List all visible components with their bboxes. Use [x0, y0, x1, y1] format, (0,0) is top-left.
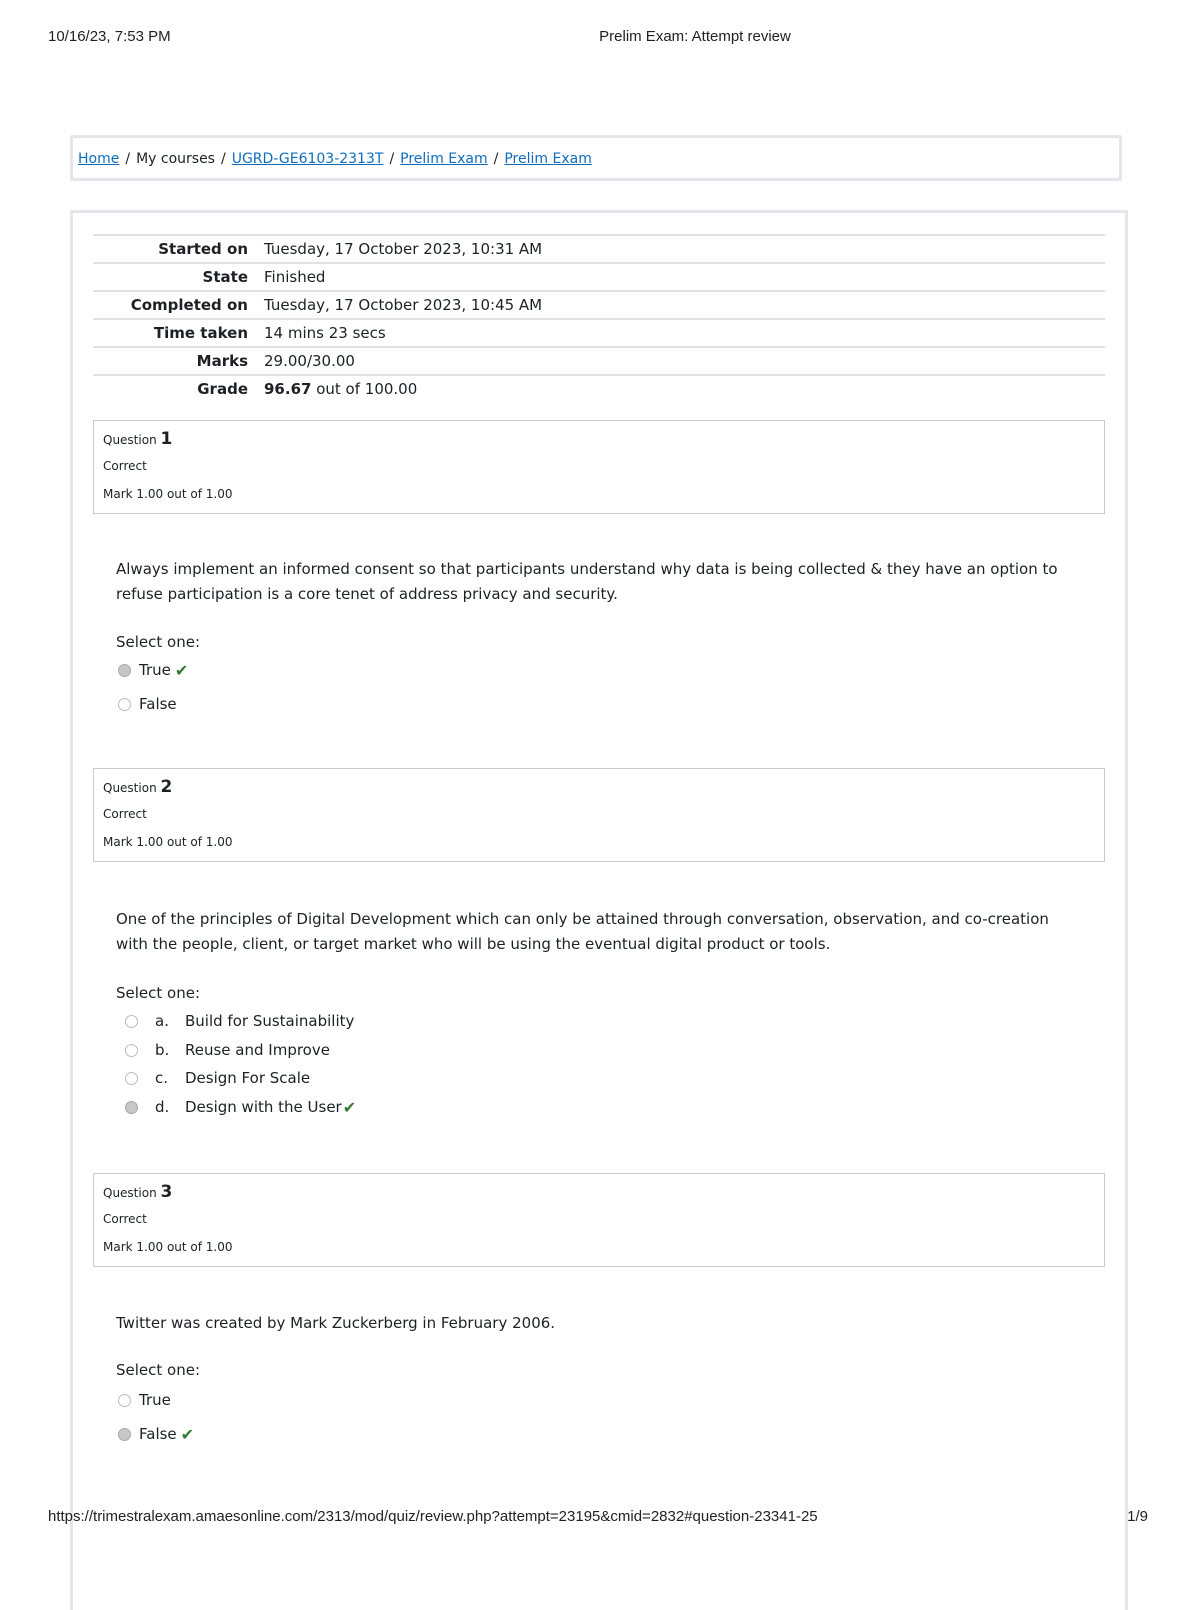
radio-button[interactable]: [125, 1101, 138, 1114]
answer-option-b[interactable]: [125, 1040, 330, 1060]
print-footer: [0, 1508, 1200, 1528]
breadcrumb: [78, 151, 592, 167]
answer-label: True: [139, 661, 171, 679]
summary-label: Time taken: [93, 319, 264, 347]
summary-row-time: [93, 319, 1105, 347]
summary-label: Started on: [93, 235, 264, 263]
summary-value: [264, 375, 1105, 402]
question-grade: Mark 1.00 out of 1.00: [103, 1240, 233, 1254]
select-one-label: Select one:: [116, 984, 201, 1002]
breadcrumb-my-courses: My courses: [136, 151, 215, 167]
question-text: Always implement an informed consent so that participants understand why data is being collected & they have an option to refuse participation is a core tenet of address privacy and security.: [116, 560, 1058, 603]
breadcrumb-course-link[interactable]: UGRD-GE6103-2313T: [231, 151, 384, 167]
check-icon: ✔: [342, 1097, 357, 1117]
question-number-value: 1: [160, 429, 173, 449]
print-page-number: 1/9: [1127, 1508, 1148, 1525]
breadcrumb-home-link[interactable]: Home: [78, 151, 120, 167]
radio-button[interactable]: [118, 1394, 131, 1407]
answer-letter: a.: [155, 1012, 169, 1030]
radio-button[interactable]: [118, 1428, 131, 1441]
question-info-2: [93, 768, 1105, 862]
answer-label: Build for Sustainability: [185, 1012, 355, 1030]
summary-value: Tuesday, 17 October 2023, 10:31 AM: [264, 235, 1105, 263]
summary-value: 14 mins 23 secs: [264, 319, 1105, 347]
answer-letter: c.: [155, 1069, 169, 1087]
radio-button[interactable]: [125, 1072, 138, 1085]
select-one-label: Select one:: [116, 633, 201, 651]
answer-label: Design For Scale: [185, 1069, 311, 1087]
radio-button[interactable]: [118, 664, 131, 677]
question-label: Question: [103, 433, 157, 447]
print-timestamp: 10/16/23, 7:53 PM: [48, 28, 171, 45]
summary-row-state: [93, 263, 1105, 291]
question-number: [103, 1182, 172, 1202]
select-one-label: Select one:: [116, 1361, 201, 1379]
breadcrumb-separator: /: [125, 151, 131, 167]
answer-option-a[interactable]: [125, 1011, 354, 1031]
question-number-value: 3: [160, 1182, 173, 1202]
summary-value: 29.00/30.00: [264, 347, 1105, 375]
answer-label: False: [139, 1425, 177, 1443]
answer-option-true[interactable]: [118, 1390, 171, 1410]
summary-value: Tuesday, 17 October 2023, 10:45 AM: [264, 291, 1105, 319]
attempt-summary-table: [93, 234, 1105, 402]
summary-row-completed: [93, 291, 1105, 319]
radio-button[interactable]: [118, 698, 131, 711]
question-label: Question: [103, 1186, 157, 1200]
summary-label: State: [93, 263, 264, 291]
answer-option-true[interactable]: [118, 660, 188, 680]
breadcrumb-quiz-link[interactable]: Prelim Exam: [504, 151, 592, 167]
summary-row-grade: [93, 375, 1105, 402]
question-number: [103, 429, 172, 449]
grade-value: 96.67: [264, 380, 312, 398]
question-info-1: [93, 420, 1105, 514]
summary-row-marks: [93, 347, 1105, 375]
breadcrumb-separator: /: [389, 151, 395, 167]
answer-option-c[interactable]: [125, 1068, 310, 1088]
summary-label: Completed on: [93, 291, 264, 319]
check-icon: ✔: [174, 660, 189, 680]
radio-button[interactable]: [125, 1015, 138, 1028]
print-title: Prelim Exam: Attempt review: [599, 28, 791, 45]
radio-button[interactable]: [125, 1044, 138, 1057]
breadcrumb-section-link[interactable]: Prelim Exam: [400, 151, 488, 167]
answer-option-d[interactable]: [125, 1097, 356, 1117]
summary-value: Finished: [264, 263, 1105, 291]
question-state: Correct: [103, 807, 147, 821]
summary-label: Marks: [93, 347, 264, 375]
question-number: [103, 777, 172, 797]
answer-option-false[interactable]: [118, 1424, 194, 1444]
question-state: Correct: [103, 1212, 147, 1226]
breadcrumb-container: [70, 135, 1122, 181]
question-info-3: [93, 1173, 1105, 1267]
check-icon: ✔: [180, 1424, 195, 1444]
summary-row-started: [93, 235, 1105, 263]
question-grade: Mark 1.00 out of 1.00: [103, 487, 233, 501]
answer-label: Reuse and Improve: [185, 1041, 330, 1059]
answer-label: Design with the User: [185, 1098, 342, 1116]
answer-label: True: [139, 1391, 171, 1409]
question-text: One of the principles of Digital Development which can only be attained through conversation, observation, and co-creation with the people, client, or target market who will be using the eventual digital product or tools.: [116, 910, 1049, 953]
print-header: [0, 28, 1200, 48]
print-url: https://trimestralexam.amaesonline.com/2313/mod/quiz/review.php?attempt=23195&cmid=2832#question-23341-25: [48, 1508, 818, 1525]
question-state: Correct: [103, 459, 147, 473]
answer-letter: b.: [155, 1041, 170, 1059]
summary-label: Grade: [93, 375, 264, 402]
answer-label: False: [139, 695, 177, 713]
breadcrumb-separator: /: [220, 151, 226, 167]
grade-out-of: out of 100.00: [311, 380, 418, 398]
question-number-value: 2: [160, 777, 173, 797]
answer-letter: d.: [155, 1098, 170, 1116]
breadcrumb-separator: /: [493, 151, 499, 167]
question-label: Question: [103, 781, 157, 795]
answer-option-false[interactable]: [118, 694, 177, 714]
question-grade: Mark 1.00 out of 1.00: [103, 835, 233, 849]
question-text: Twitter was created by Mark Zuckerberg in February 2006.: [116, 1314, 556, 1332]
